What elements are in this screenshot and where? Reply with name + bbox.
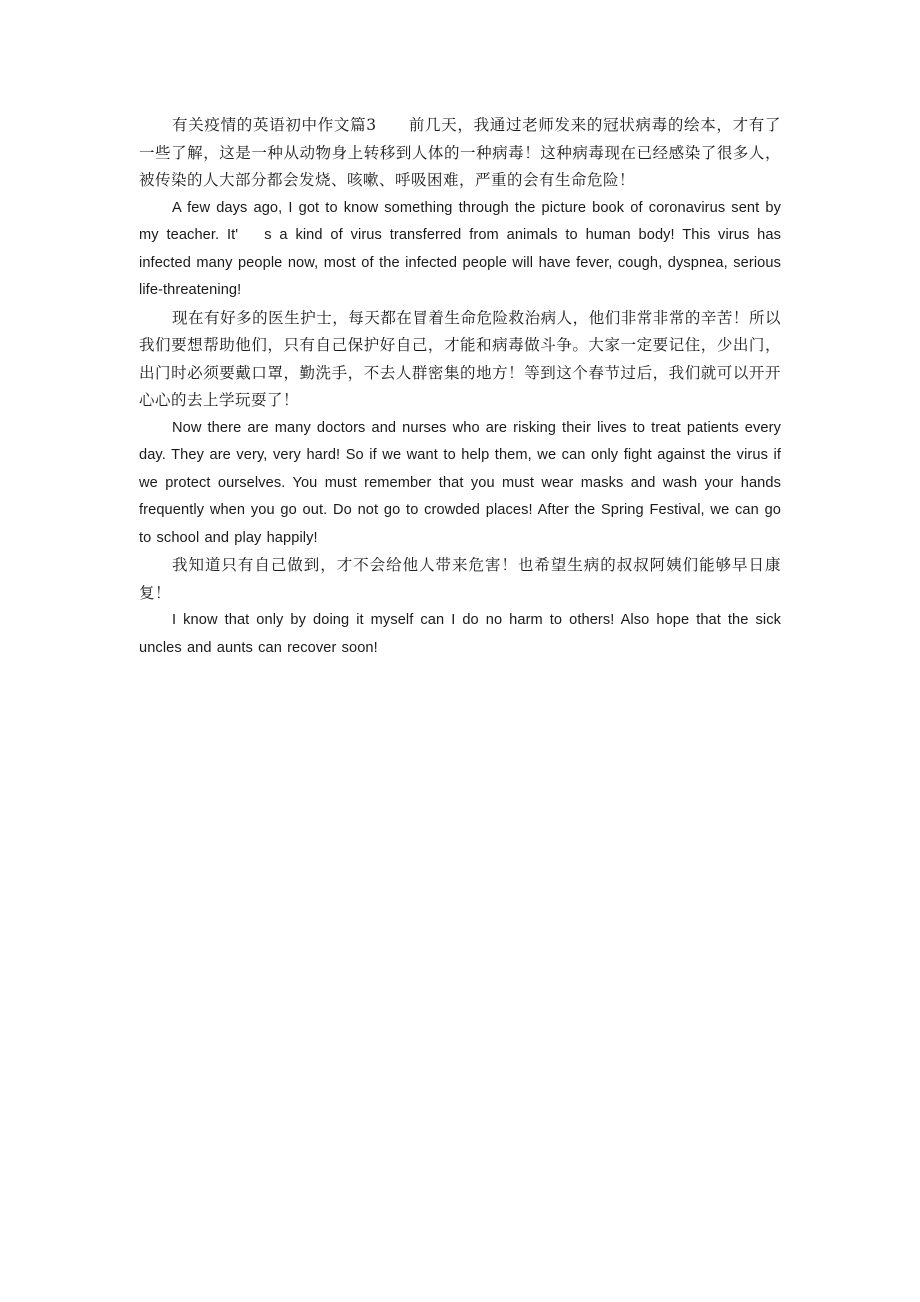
paragraph-text: 前几天，我通过老师发来的冠状病毒的绘本，才有了一些了解，这是一种从动物身上转移到人体的一种病毒！这种病毒现在已经感染了很多人，被传染的人大部分都会发烧、咳嗽、呼吸困难，严重的会有生命危险！	[139, 116, 781, 189]
document-body	[139, 112, 781, 662]
paragraph-closing-zh: 我知道只有自己做到，才不会给他人带来危害！也希望生病的叔叔阿姨们能够早日康复！	[139, 556, 781, 602]
paragraph-text-part2: s a kind of virus transferred from animals to human body! This virus has infected many people now, most of the infected people will have fever, cough, dyspnea, serious life-threatening!	[139, 227, 781, 298]
paragraph-doctors-en: Now there are many doctors and nurses who are risking their lives to treat patients every day. They are very, very hard! So if we want to help them, we can only fight against the virus if we protect ourselves. You must remember that you must wear masks and wash your hands frequently when you go out. Do not go to crowded places! After the Spring Festival, we can go to school and play happily!	[139, 419, 781, 546]
paragraph-intro-en	[139, 195, 781, 305]
document-title: 有关疫情的英语初中作文篇3	[172, 116, 377, 134]
paragraph-text-part1: A few days ago, I got to know something through the picture book of coronavirus sent by my teacher. It'	[139, 199, 781, 243]
paragraph-doctors-zh: 现在有好多的医生护士，每天都在冒着生命危险救治病人，他们非常非常的辛苦！所以我们要想帮助他们，只有自己保护好自己，才能和病毒做斗争。大家一定要记住，少出门，出门时必须要戴口罩，勤洗手，不去人群密集的地方！等到这个春节过后，我们就可以开开心心的去上学玩耍了！	[139, 308, 781, 409]
paragraph-closing-en: I know that only by doing it myself can I do no harm to others! Also hope that the sick uncles and aunts can recover soon!	[139, 612, 781, 656]
paragraph-intro-zh	[139, 112, 781, 195]
